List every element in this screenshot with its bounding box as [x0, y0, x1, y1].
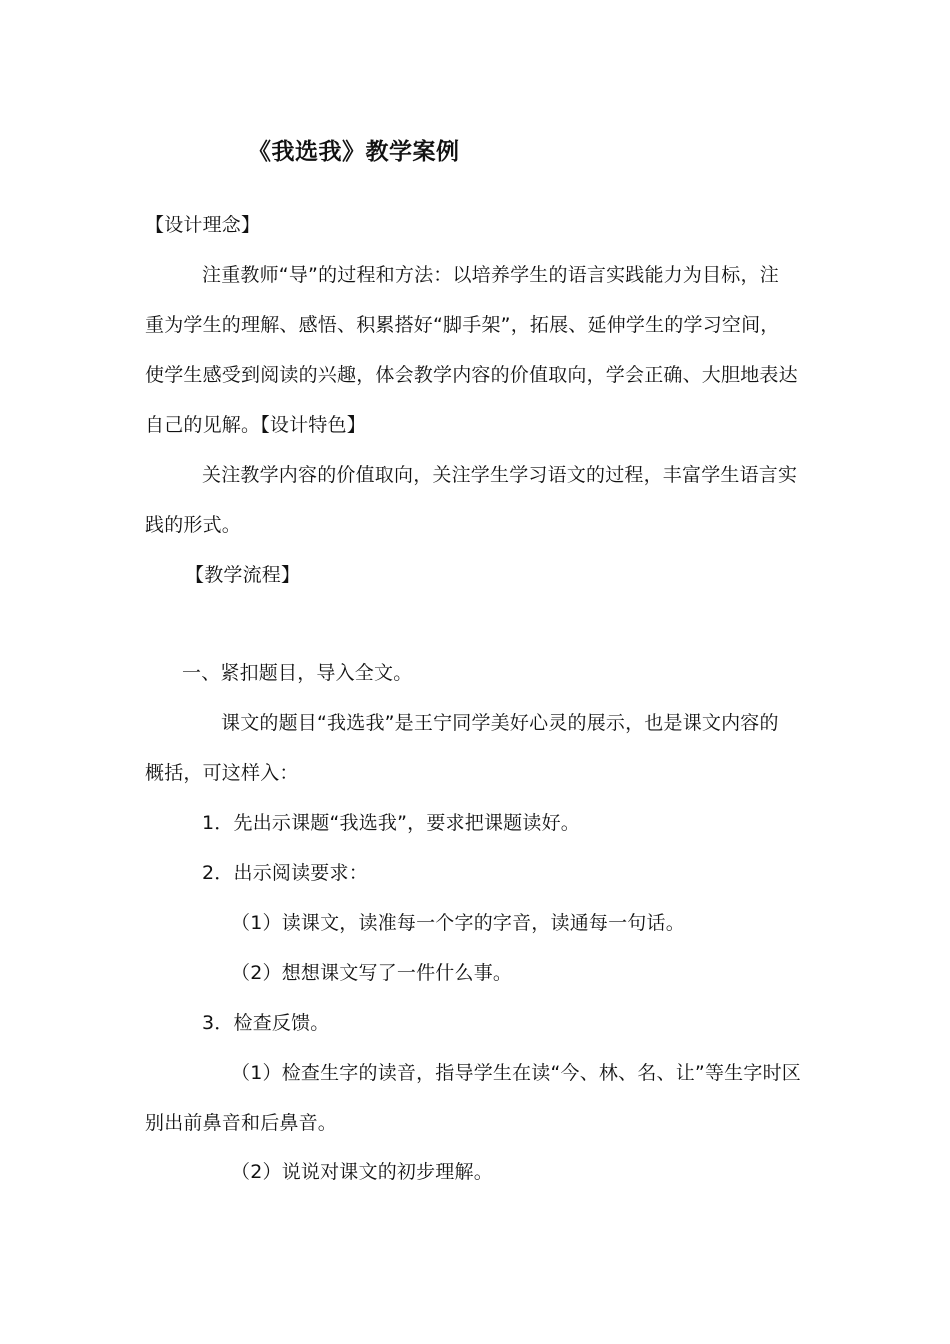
list-item-2-sub-1: （1）读课文，读准每一个字的字音，读通每一句话。: [231, 912, 685, 934]
document-title: 《我选我》教学案例: [248, 139, 460, 165]
design-concept-line-2: 重为学生的理解、感悟、积累搭好“脚手架”，拓展、延伸学生的学习空间，: [145, 314, 780, 336]
step-one-intro-line-1: 课文的题目“我选我”是王宁同学美好心灵的展示，也是课文内容的: [221, 712, 779, 734]
design-feature-line-2: 践的形式。: [145, 514, 242, 536]
list-item-2: 2．出示阅读要求：: [202, 862, 368, 884]
design-concept-line-4: 自己的见解。【设计特色】: [145, 414, 366, 436]
design-concept-line-3: 使学生感受到阅读的兴趣，体会教学内容的价值取向，学会正确、大胆地表达: [145, 364, 798, 386]
design-concept-heading: 【设计理念】: [145, 214, 261, 236]
list-item-3-sub-1-line-2: 别出前鼻音和后鼻音。: [145, 1112, 338, 1134]
list-item-2-sub-2: （2）想想课文写了一件什么事。: [231, 962, 513, 984]
step-one-intro-line-2: 概括，可这样入：: [145, 762, 299, 784]
design-concept-line-1: 注重教师“导”的过程和方法：以培养学生的语言实践能力为目标，注: [202, 264, 779, 286]
list-item-3-sub-2: （2）说说对课文的初步理解。: [231, 1161, 493, 1183]
list-item-3-sub-1-line-1: （1）检查生字的读音，指导学生在读“今、林、名、让”等生字时区: [231, 1062, 801, 1084]
teaching-flow-heading: 【教学流程】: [185, 564, 301, 586]
step-one-heading: 一、紧扣题目，导入全文。: [182, 662, 413, 684]
list-item-3: 3．检查反馈。: [202, 1012, 330, 1034]
list-item-1: 1．先出示课题“我选我”，要求把课题读好。: [202, 812, 580, 834]
design-feature-line-1: 关注教学内容的价值取向，关注学生学习语文的过程，丰富学生语言实: [202, 464, 798, 486]
